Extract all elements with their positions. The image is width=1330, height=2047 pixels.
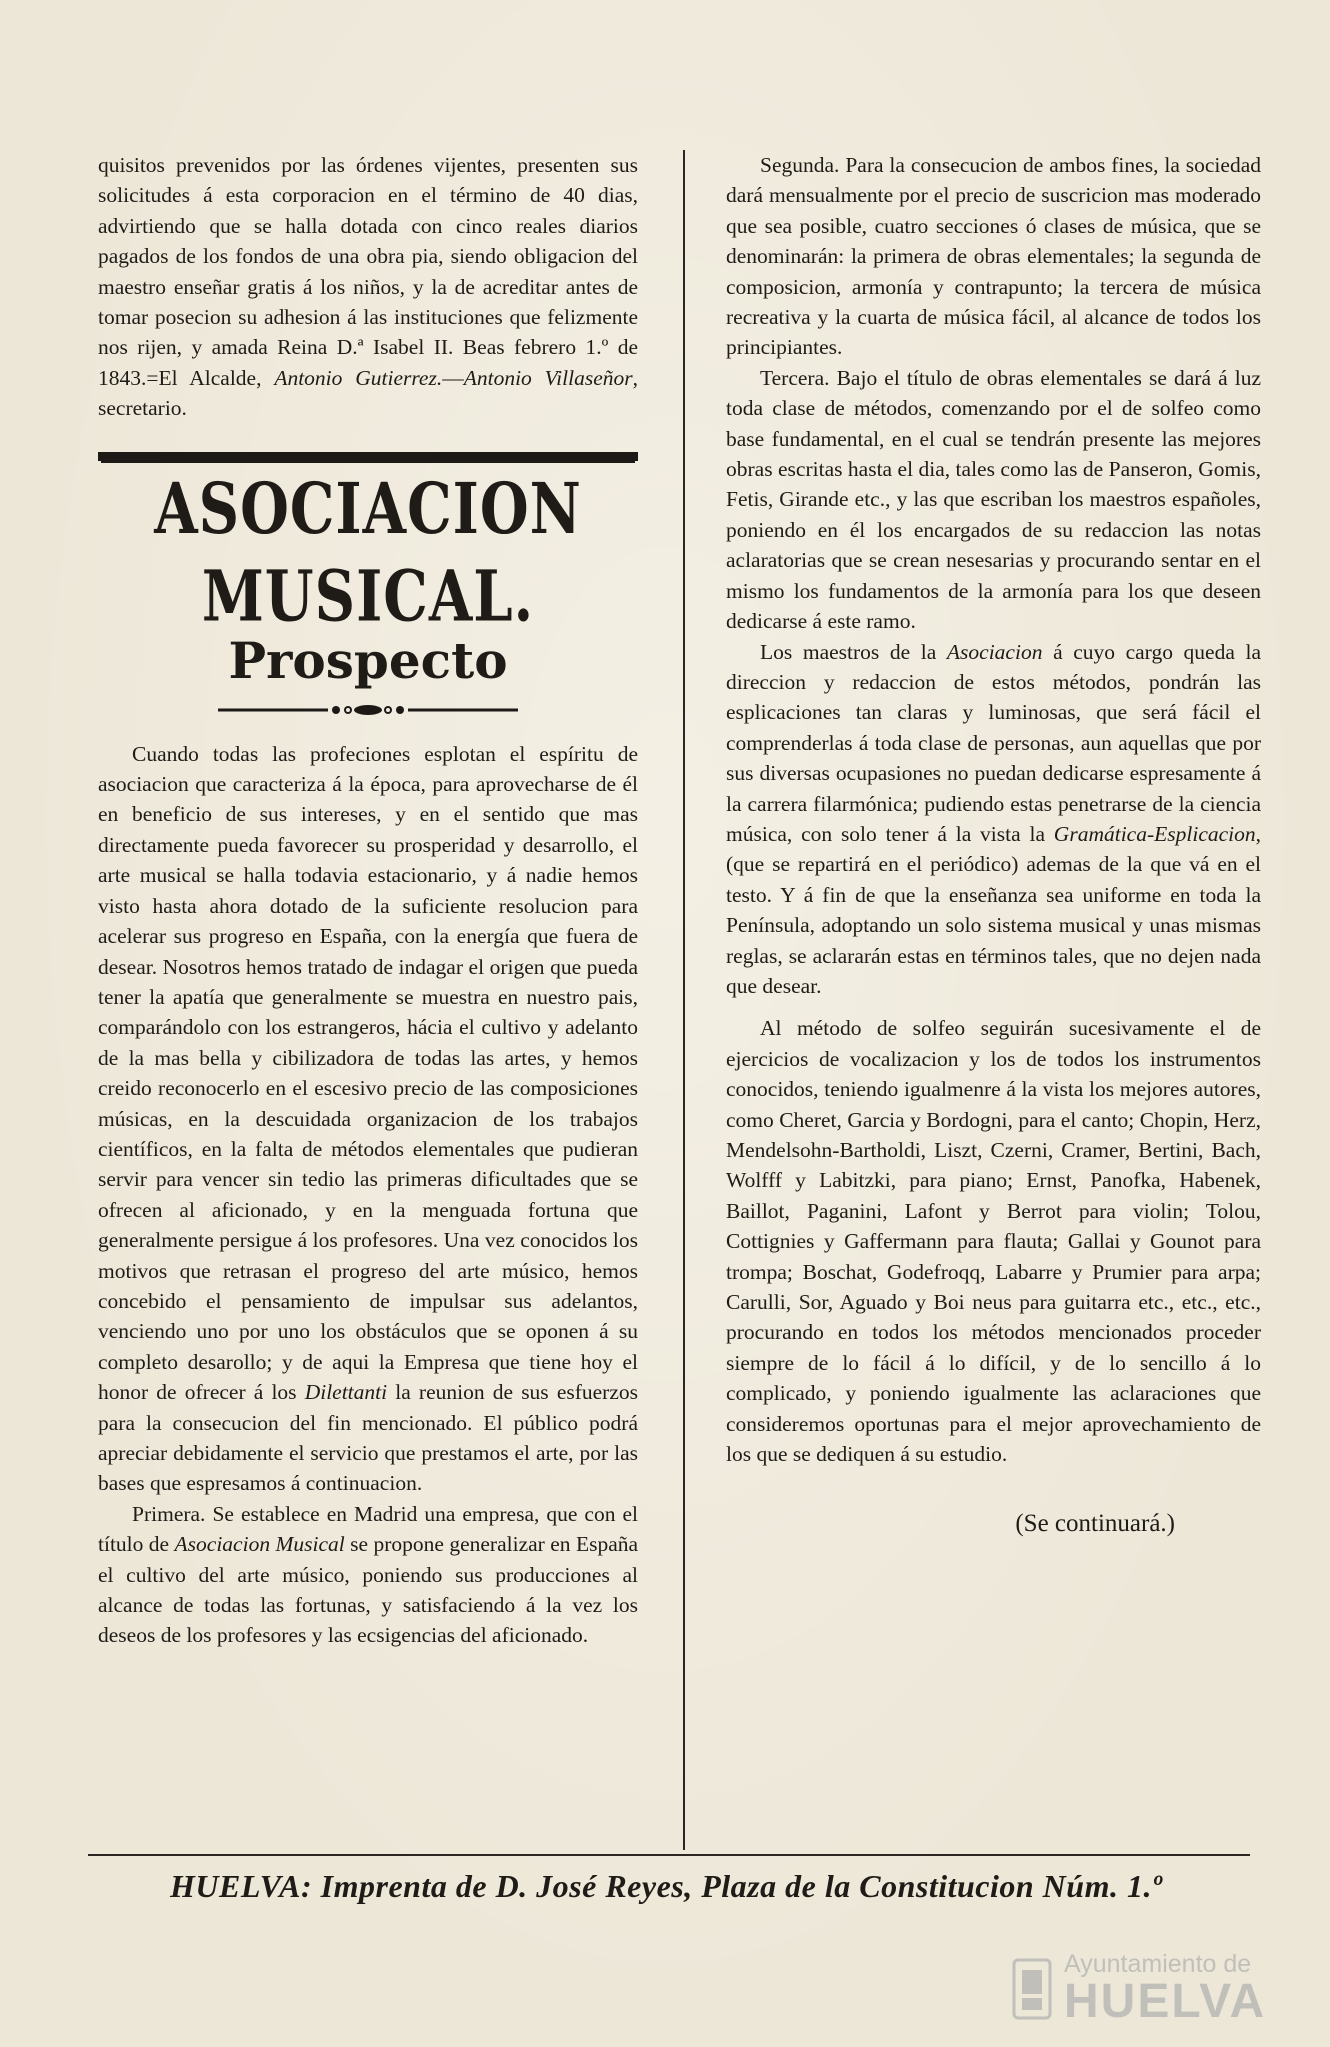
maestros-text-end: , (que se repartirá en el periódico) ademas de la que vá en el testo. Y á fin de que la enseñanza sea uniforme en toda la Península, adoptando un solo sistema musical y unas mismas reglas, se aclararán estas en términos tales, que no dejen nada que desear. <box>726 821 1261 998</box>
intro-paragraph <box>98 150 638 424</box>
watermark-top-text: Ayuntamiento de <box>1064 1950 1252 1978</box>
intro-signature: Antonio Gutierrez. <box>274 365 443 390</box>
p2-text-end: se propone generalizar en España el cultivo del arte músico, poniendo sus producciones al alcance de todas las fortunas, y satisfaciendo á la vez los deseos de los profesores y las ecsigencias del aficionado. <box>98 1532 639 1648</box>
section-rule <box>98 452 638 461</box>
paragraph-segunda: Segunda. Para la consecucion de ambos fines, la sociedad dará mensualmente por el precio de suscricion mas moderado que sea posible, cuatro secciones ó clases de música, que se denominarán: la primera de obras elementales; la segunda de composicion, armonía y contrapunto; la tercera de música recreativa y la cuarta de música fácil, al alcance de todos los principiantes. <box>726 153 1261 360</box>
prospecto-paragraph-primera <box>98 1499 638 1651</box>
p2-text-start: Primera. Se establece en Madrid una empresa, que con el título de <box>98 1501 638 1557</box>
archive-watermark <box>1010 1950 1310 2030</box>
paragraph-tercera: Tercera. Bajo el título de obras elementales se dará á luz toda clase de métodos, comenzando por el de solfeo como base fundamental, en el cual se tendrán presente las mejores obras escritas hasta el dia, tales como las de Panseron, Gomis, Fetis, Girande etc., y las que escriban los maestros españoles, poniendo en él los encargados de su redaccion las notas aclaratorias que se crean nesesarias y procurando sentar en el mismo los fundamentos de la armonía para los que deseen dedicarse á este ramo. <box>726 365 1261 634</box>
left-column <box>98 150 638 1651</box>
footer-rule <box>88 1854 1250 1856</box>
watermark-bottom-text: HUELVA <box>1064 1975 1267 2028</box>
coat-of-arms-icon <box>1010 1954 1054 2024</box>
intro-signature-secretary: Antonio Villaseñor <box>463 365 633 390</box>
maestros-italic: Asociacion <box>946 639 1043 664</box>
column-divider <box>683 150 685 1850</box>
intro-text: quisitos prevenidos por las órdenes vijentes, presenten sus solicitudes á esta corporacion en el término de 40 dias, advirtiendo que se halla dotada con cinco reales diarios pagados de los fondos de una obra pia, siendo obligacion del maestro enseñar gratis á los niños, y la de acreditar antes de tomar posecion su adhesion á las instituciones que felizmente nos rijen, y amada Reina D.ª Isabel II. Beas febrero 1.º de 1843.=El Alcalde, <box>98 153 638 390</box>
right-column <box>726 150 1261 1540</box>
ornament-divider <box>218 703 518 717</box>
intro-signature-separator: — <box>442 365 464 390</box>
printer-imprint: HUELVA: Imprenta de D. José Reyes, Plaza de la Constitucion Núm. 1.º <box>170 1868 1163 1904</box>
p2-italic: Asociacion Musical <box>174 1532 345 1557</box>
paragraph-gap <box>726 1001 1261 1013</box>
intro-tail: , secretario. <box>98 365 638 421</box>
maestros-text-start: Los maestros de la <box>760 639 937 664</box>
maestros-italic-2: Gramática-Esplicacion <box>1053 821 1256 846</box>
p1-text-start: Cuando todas las profeciones esplotan el espíritu de asociacion que caracteriza á la época, para aprovecharse de él en beneficio de sus intereses, y en el sentido que mas directamente pueda favorecer su prosperidad y desarrollo, el arte musical se halla todavia estacionario, y á nadie hemos visto hasta ahora dotado de la suficiente resolucion para acelerar sus progreso en España, con la energía que fuera de desear. Nosotros hemos tratado de indagar el origen que pueda tener la apatía que generalmente se muestra en nuestro pais, comparándolo con los estrangeros, hácia el cultivo y adelanto de la mas bella y cibilizadora de todas las artes, y hemos creido reconocerlo en el escesivo precio de las composiciones músicas, en la descuidada organizacion de los trabajos científicos, en la falta de métodos elementales que pudieran servir para vencer sin tedio las primeras dificultades que se ofrecen al aficionado, y en la menguada fortuna que generalmente persigue á los profesores. Una vez conocidos los motivos que retrasan el progreso del arte músico, hemos concebido el pensamiento de impulsar sus adelantos, venciendo uno por uno los obstáculos que se oponen á su completo desarollo; y de aqui la Empresa que tiene hoy el honor de ofrecer á los <box>98 741 638 1405</box>
paragraph-maestros <box>726 637 1261 1002</box>
paragraph-metodo: Al método de solfeo seguirán sucesivamente el de ejercicios de vocalizacion y los de todos los instrumentos conocidos, teniendo igualmenre á la vista los mejores autores, como Cheret, Garcia y Bordogni, para el canto; Chopin, Herz, Mendelsohn-Bartholdi, Liszt, Czerni, Cramer, Bertini, Bach, Wolfff y Labitzki, para piano; Ernst, Panofka, Habenek, Baillot, Paganini, Lafont y Berrot para violin; Tolou, Cottignies y Gaffermann para flauta; Gallai y Gounot para trompa; Boschat, Godefroqq, Labarre y Prumier para arpa; Carulli, Sor, Aguado y Boi neus para guitarra etc., etc., etc., procurando en todos los métodos mencionados proceder siempre de lo fácil á lo difícil, y de lo sencillo á lo complicado, y poniendo igualmente las aclaraciones que consideremos oportunas para el mejor aprovechamiento de los que se dediquen á su estudio. <box>726 1016 1261 1467</box>
p1-italic: Dilettanti <box>304 1380 388 1405</box>
section-subheading: Prospecto <box>228 630 508 690</box>
section-heading: ASOCIACION MUSICAL. <box>154 467 582 638</box>
p1-text-end: la reunion de sus esfuerzos para la consecucion del fin mencionado. El público podrá apreciar debidamente el servicio que prestamos el arte, por las bases que espresamos á continuacion. <box>98 1380 639 1496</box>
continuation-note: (Se continuará.) <box>1015 1510 1175 1538</box>
maestros-text-mid: á cuyo cargo queda la direccion y redaccion de estos métodos, pondrán las esplicaciones tan claras y luminosas, que será fácil el comprenderlas á toda clase de personas, aun aquellas que por sus diversas ocupasiones no puedan dedicarse espresamente á la carrera filarmónica; pudiendo estas penetrarse de la ciencia música, con solo tener á la vista la <box>726 639 1262 846</box>
prospecto-paragraph-1 <box>98 739 638 1499</box>
